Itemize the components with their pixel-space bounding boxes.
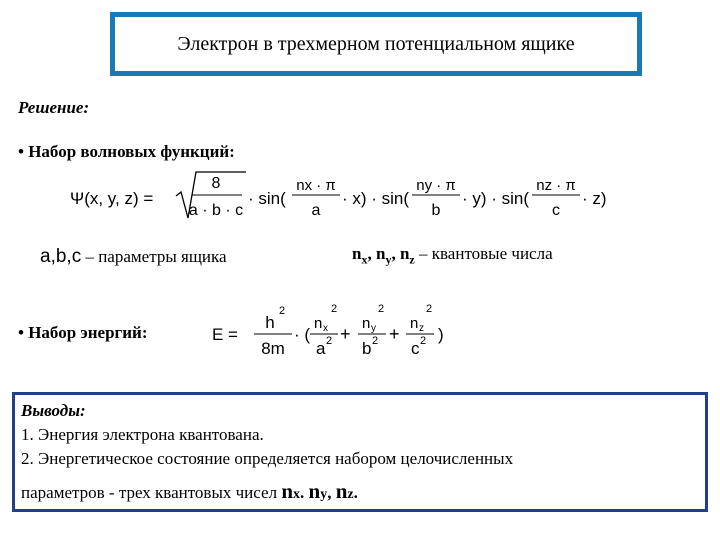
- concl-sep-2: ,: [327, 483, 336, 502]
- energy-dot-paren: · (: [294, 325, 311, 344]
- qn-sub-x: x: [361, 252, 368, 267]
- qn-sub-y: y: [385, 252, 392, 267]
- factor1-numerator: nx · π: [296, 177, 336, 194]
- concl-n-3: n: [335, 479, 348, 503]
- energy-plus-1: +: [340, 324, 351, 344]
- energy-nx-sub: x: [323, 323, 328, 334]
- concl-n-1: n: [281, 479, 293, 503]
- box-params: [40, 246, 227, 268]
- box-params-symbols: a,b,c: [40, 246, 82, 267]
- sqrt-numerator: 8: [211, 175, 221, 192]
- energy-formula: [212, 300, 472, 366]
- sqrt-denominator: a · b · c: [188, 202, 244, 219]
- factor3-denominator: c: [552, 202, 560, 219]
- solution-heading: Решение:: [18, 98, 90, 117]
- factor2-suffix: · y) · sin(: [462, 189, 530, 208]
- factor1-suffix: · x) · sin(: [342, 189, 410, 208]
- energy-h-sq: 2: [279, 305, 286, 317]
- factor3-suffix: · z): [582, 189, 607, 208]
- energy-b-sq: 2: [372, 335, 379, 347]
- conclusion-line-1: 1. Энергия электрона квантована.: [21, 425, 264, 444]
- concl-sub-1: x: [293, 487, 300, 502]
- energy-nx: n: [314, 315, 323, 332]
- energies-label: • Набор энергий:: [18, 323, 148, 342]
- energy-8m: 8m: [261, 339, 285, 358]
- factor1-prefix: · sin(: [248, 189, 286, 208]
- energy-b: b: [362, 339, 372, 358]
- energy-a-sq: 2: [326, 335, 333, 347]
- concl-n-2: n: [308, 479, 321, 503]
- qn-sub-z: z: [409, 252, 415, 267]
- concl-end: .: [353, 483, 358, 502]
- conclusion-line-2: 2. Энергетическое состояние определяется набором целочисленных: [21, 449, 514, 468]
- concl-sub-2: y: [320, 487, 328, 502]
- quantum-numbers: [352, 244, 553, 267]
- qn-sep-1: ,: [367, 244, 376, 263]
- conclusions-box: [12, 392, 708, 512]
- energy-nz: n: [410, 315, 419, 332]
- concl-sep-1: .: [300, 483, 309, 502]
- energy-ny: n: [362, 315, 371, 332]
- psi-lhs: Ψ(x, y, z) =: [70, 189, 154, 208]
- box-params-text: – параметры ящика: [81, 247, 227, 266]
- energy-h: h: [265, 313, 275, 332]
- conclusion-line-3-prefix: параметров - трех квантовых чисел: [21, 483, 282, 502]
- energy-ny-sub: y: [371, 323, 376, 334]
- factor2-denominator: b: [431, 202, 441, 219]
- energy-nz-sq: 2: [426, 303, 433, 315]
- energy-c: c: [411, 339, 420, 358]
- qn-n-y: n: [375, 244, 386, 263]
- factor3-numerator: nz · π: [536, 177, 576, 194]
- qn-n-z: n: [399, 244, 410, 263]
- conclusions-heading: Выводы:: [21, 401, 86, 420]
- factor1-denominator: a: [311, 202, 321, 219]
- energy-close-paren: ): [438, 325, 444, 344]
- energy-plus-2: +: [389, 324, 400, 344]
- wavefunctions-label: • Набор волновых функций:: [18, 142, 235, 161]
- energy-nz-sub: z: [419, 323, 424, 334]
- energy-nx-sq: 2: [331, 303, 338, 315]
- factor2-numerator: ny · π: [416, 177, 456, 194]
- title-box: [110, 12, 642, 76]
- concl-sub-3: z: [347, 487, 354, 502]
- energy-lhs: E =: [212, 325, 238, 344]
- wavefunction-formula: [70, 168, 630, 224]
- qn-n-x: n: [352, 244, 362, 263]
- energy-c-sq: 2: [420, 335, 427, 347]
- qn-sep-2: ,: [391, 244, 400, 263]
- energy-ny-sq: 2: [378, 303, 385, 315]
- energy-a: a: [316, 339, 326, 358]
- conclusion-line-3: [21, 479, 358, 504]
- page-title: Электрон в трехмерном потенциальном ящике: [177, 32, 575, 55]
- quantum-numbers-text: – квантовые числа: [414, 244, 553, 263]
